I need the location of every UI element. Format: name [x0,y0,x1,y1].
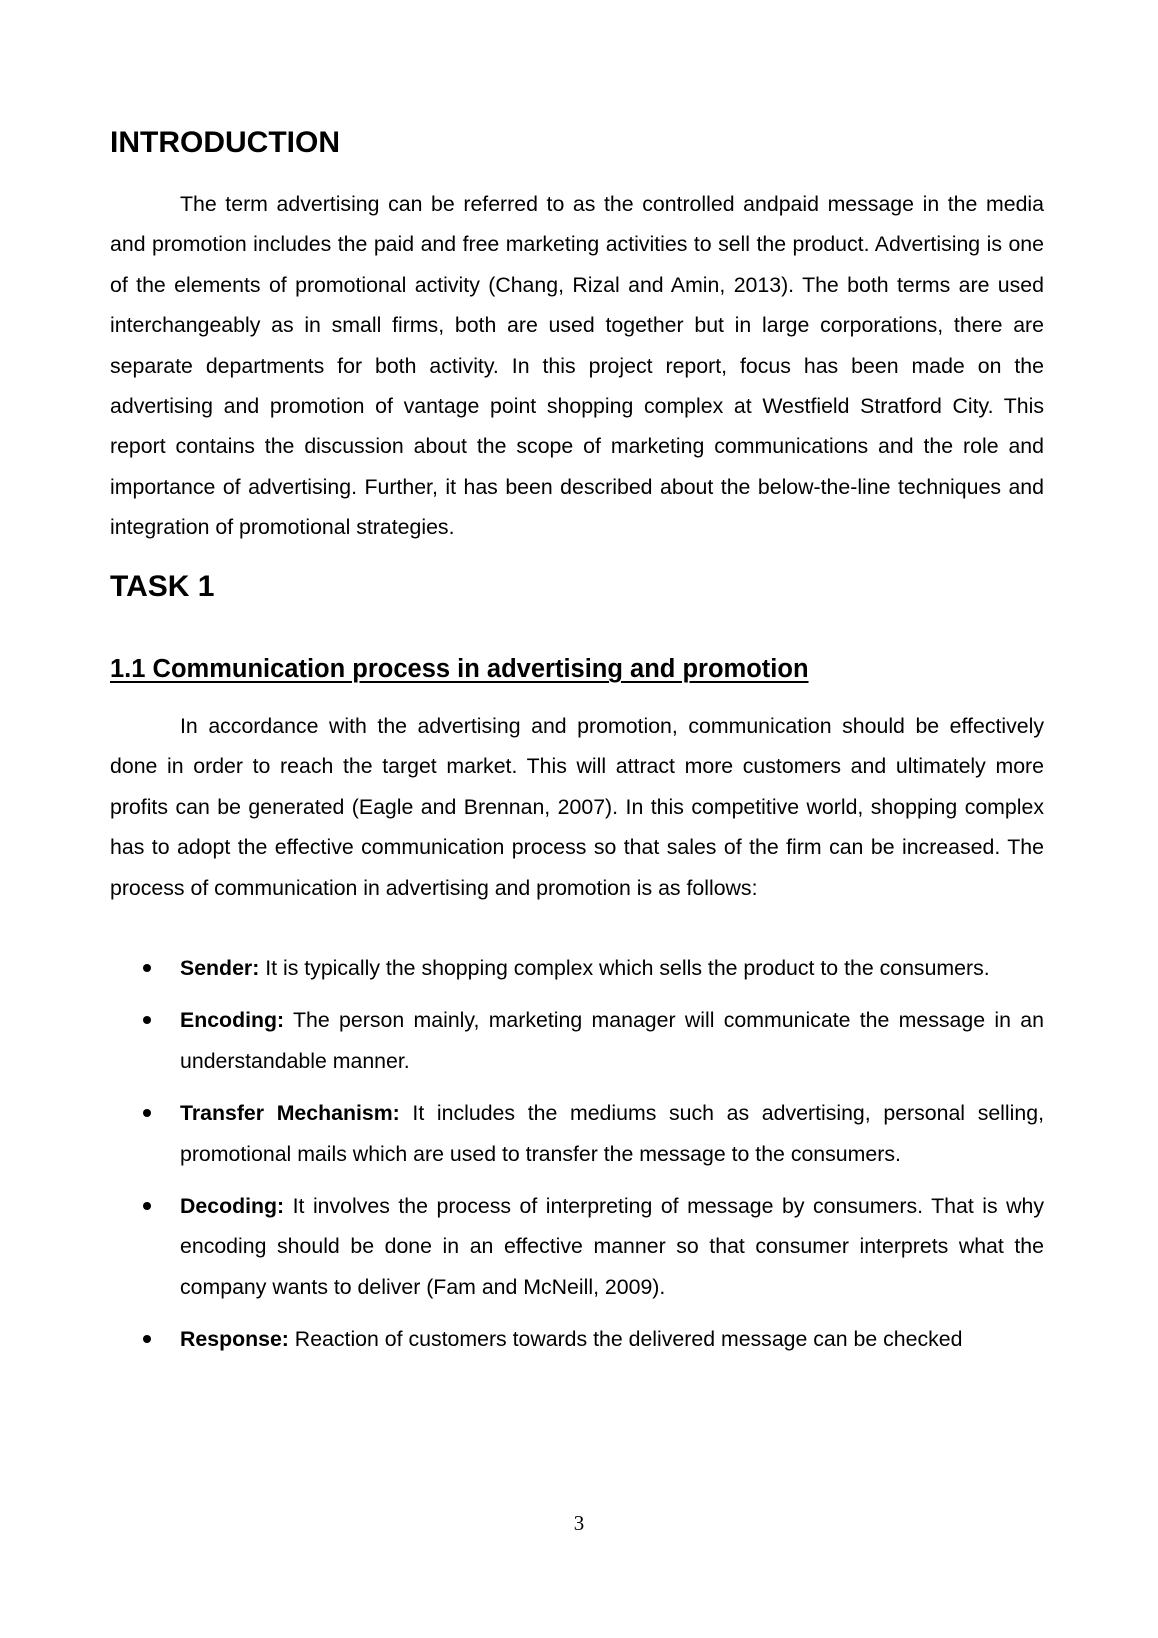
list-item-text: Reaction of customers towards the delivered message can be checked [288,1327,963,1352]
list-item-text: It involves the process of interpreting of message by consumers. That is why encoding should be done in an effective manner so that consumer interprets what the company wants to deliver (Fam and McNeill, 2009). [180,1194,1044,1299]
list-item-term: Response: [180,1327,289,1352]
section-1-1-heading: 1.1 Communication process in advertising and promotion [110,655,809,683]
page-number: 3 [573,1511,585,1535]
bullet-icon [143,1016,151,1024]
list-item-text: It includes the mediums such as advertising, personal selling, promotional mails which are used to transfer the message to the consumers. [180,1101,1044,1166]
list-item-term: Sender: [180,956,260,980]
communication-process-list [110,948,1044,1372]
list-item-decoding [110,1186,1044,1307]
list-item-term: Decoding: [180,1194,285,1219]
list-item-text: It is typically the shopping complex which sells the product to the consumers. [259,956,990,980]
introduction-heading: INTRODUCTION [110,126,340,159]
bullet-icon [143,1202,151,1210]
bullet-icon [143,964,151,972]
list-item-encoding [110,1000,1044,1081]
section-1-1-paragraph: In accordance with the advertising and promotion, communication should be effectively done in order to reach the target market. This will attract more customers and ultimately more profits can be generated (Eagle and Brennan, 2007). In this competitive world, shopping complex has to adopt the effective communication process so that sales of the firm can be increased. The process of communication in advertising and promotion is as follows: [110,714,1044,900]
task-1-heading: TASK 1 [110,570,215,603]
introduction-paragraph: The term advertising can be referred to as the controlled andpaid message in the media and promotion includes the paid and free marketing activities to sell the product. Advertising is one of the elements of promotional activity (Chang, Rizal and Amin, 2013). The both terms are used interchangeably as in small firms, both are used together but in large corporations, there are separate departments for both activity. In this project report, focus has been made on the advertising and promotion of vantage point shopping complex at Westfield Stratford City. This report contains the discussion about the scope of marketing communications and the role and importance of advertising. Further, it has been described about the below-the-line techniques and integration of promotional strategies. [110,192,1044,540]
list-item-transfer-mechanism [110,1093,1044,1174]
bullet-icon [143,1109,151,1117]
list-item-sender [110,948,1044,988]
list-item-term: Encoding: [180,1008,285,1033]
list-item-text: The person mainly, marketing manager will communicate the message in an understandable manner. [180,1008,1044,1073]
list-item-term: Transfer Mechanism: [180,1101,400,1126]
list-item-response [110,1319,1044,1359]
bullet-icon [143,1335,151,1343]
